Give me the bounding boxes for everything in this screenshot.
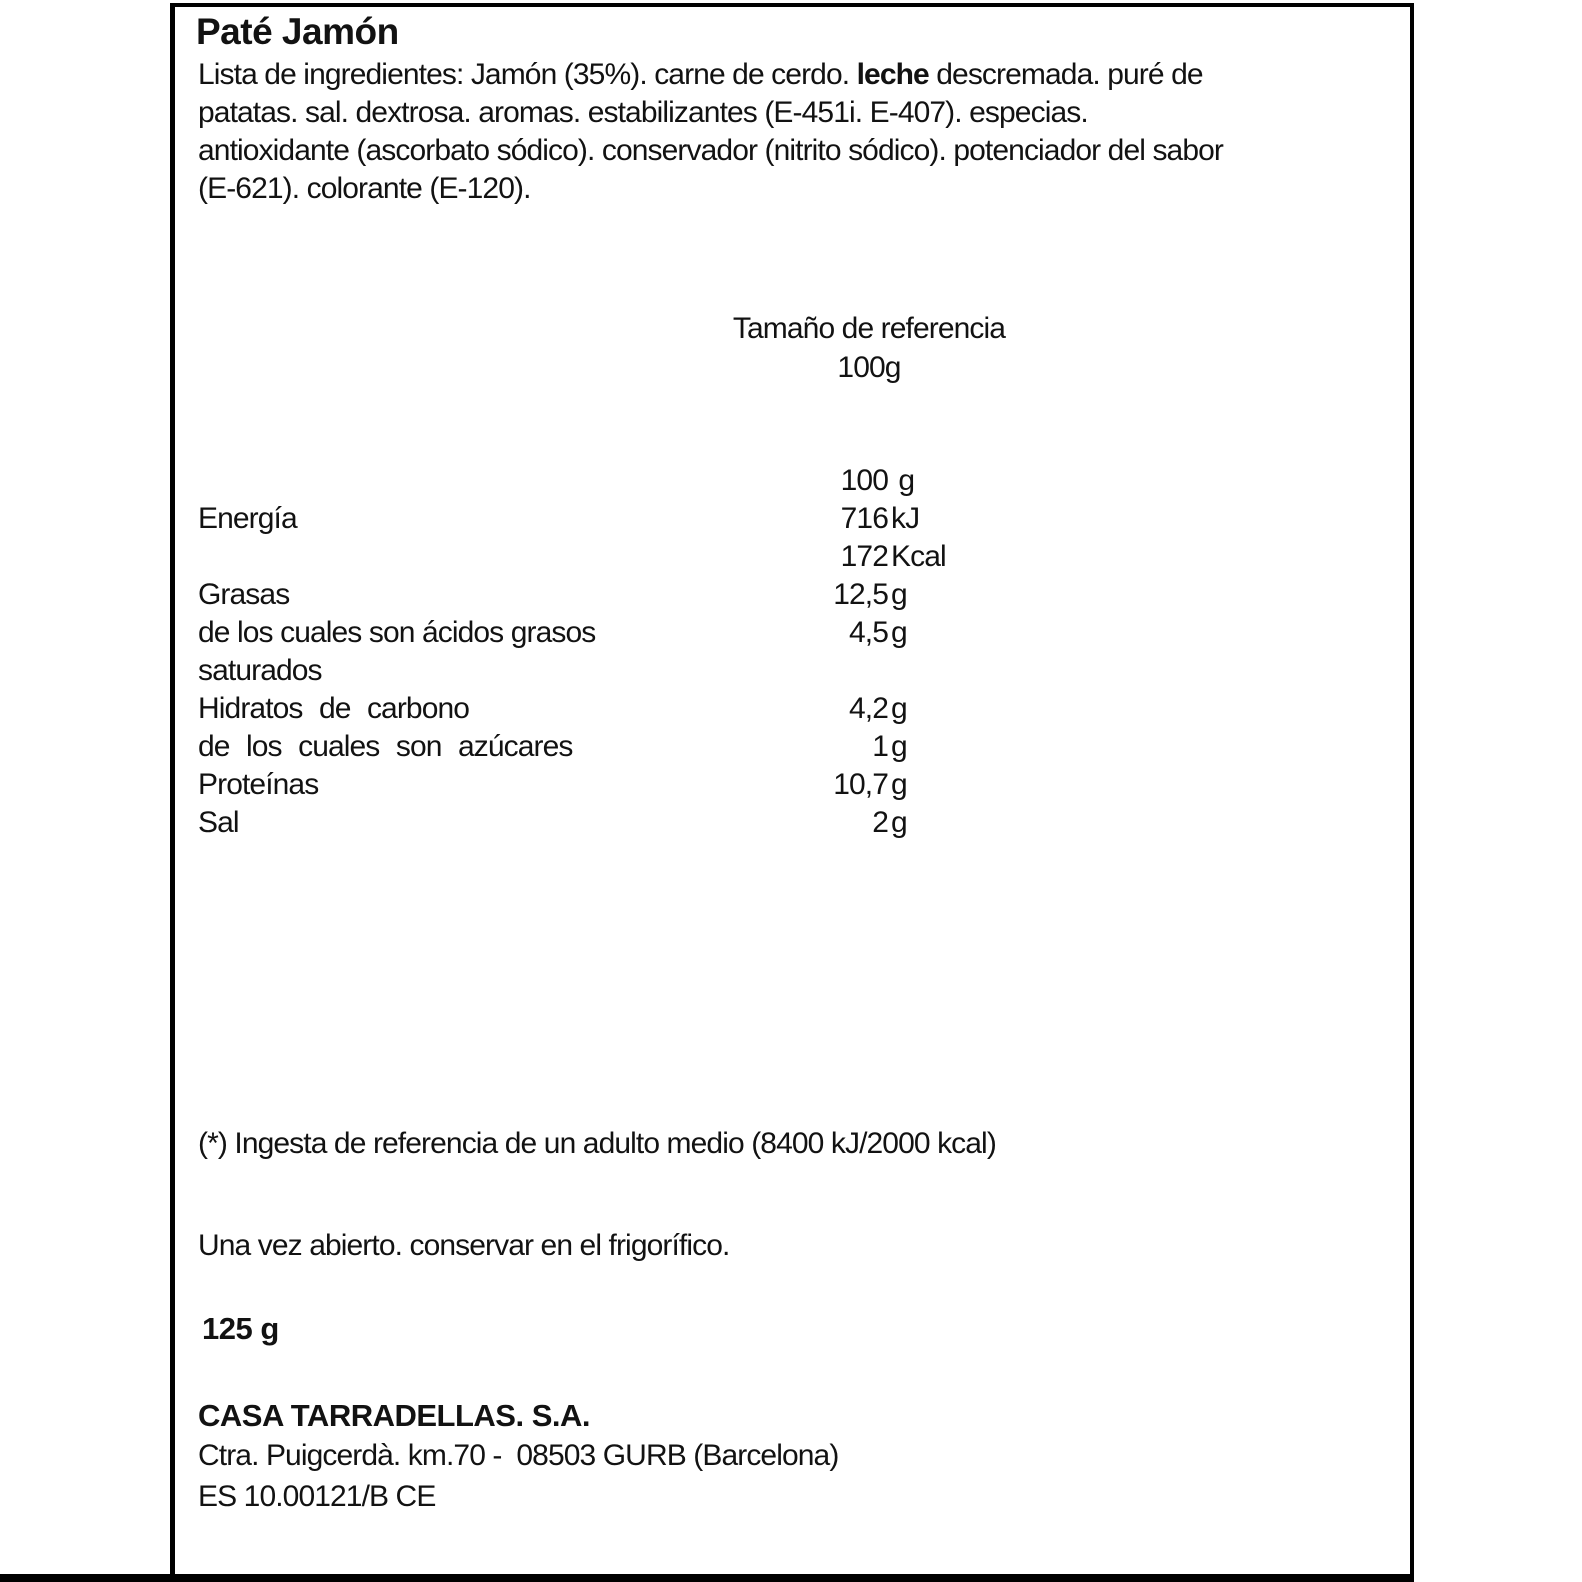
ingredients-text: descremada. puré de	[928, 58, 1203, 91]
nutrition-unit: g	[891, 616, 907, 649]
column-header-value: 100	[840, 464, 888, 497]
nutrition-unit: g	[891, 730, 907, 763]
serving-reference-title: Tamaño de referencia	[732, 312, 1006, 345]
nutrition-label: Sal	[198, 806, 239, 839]
ingredients-line-2: patatas. sal. dextrosa. aromas. estabilizantes (E-451i. E-407). especias.	[198, 96, 1088, 129]
manufacturer-registry: ES 10.00121/B CE	[198, 1480, 436, 1513]
nutrition-unit: kJ	[891, 502, 920, 535]
manufacturer-address: Ctra. Puigcerdà. km.70 - 08503 GURB (Barcelona)	[198, 1439, 839, 1472]
nutrition-row-fat	[175, 576, 1410, 614]
manufacturer-name: CASA TARRADELLAS. S.A.	[198, 1398, 590, 1433]
label-frame	[170, 3, 1414, 1582]
nutrition-unit: g	[891, 806, 907, 839]
nutrition-row-carbohydrates	[175, 690, 1410, 728]
nutrition-unit: g	[891, 768, 907, 801]
serving-reference	[569, 309, 1169, 387]
nutrition-unit: g	[891, 578, 907, 611]
nutrition-value: 1	[872, 730, 888, 763]
scan-edge-bar	[0, 1574, 1414, 1582]
nutrition-column-header-row	[175, 462, 1410, 500]
nutrition-value: 716	[840, 502, 888, 535]
nutrition-label: de los cuales son azúcares	[198, 730, 573, 763]
nutrition-value: 10,7	[833, 768, 888, 801]
reference-intake-footnote: (*) Ingesta de referencia de un adulto medio (8400 kJ/2000 kcal)	[198, 1127, 996, 1160]
nutrition-row-saturated-fat	[175, 614, 1410, 652]
ingredients-line-3: antioxidante (ascorbato sódico). conservador (nitrito sódico). potenciador del sabor	[198, 134, 1223, 167]
ingredients-paragraph	[198, 56, 1223, 208]
ingredients-line-1	[198, 56, 1223, 94]
allergen-highlight: leche	[856, 58, 929, 91]
nutrition-row-sugars	[175, 728, 1410, 766]
nutrition-unit: g	[891, 692, 907, 725]
storage-instructions: Una vez abierto. conservar en el frigorífico.	[198, 1229, 730, 1262]
nutrition-value: 2	[872, 806, 888, 839]
nutrition-row-saturated-cont	[175, 652, 1410, 690]
ingredients-line-4: (E-621). colorante (E-120).	[198, 172, 531, 205]
nutrition-label: Energía	[198, 502, 297, 535]
serving-reference-size: 100g	[837, 351, 901, 384]
net-weight: 125 g	[202, 1311, 279, 1346]
nutrition-value: 4,2	[848, 692, 888, 725]
nutrition-label: Hidratos de carbono	[198, 692, 470, 725]
nutrition-value: 12,5	[833, 578, 888, 611]
nutrition-row-salt	[175, 804, 1410, 842]
nutrition-row-protein	[175, 766, 1410, 804]
ingredients-text: Lista de ingredientes: Jamón (35%). carne de cerdo.	[198, 58, 857, 91]
column-header-unit: g	[891, 464, 915, 497]
nutrition-value: 4,5	[848, 616, 888, 649]
product-title: Paté Jamón	[196, 11, 399, 52]
nutrition-label: Grasas	[198, 578, 290, 611]
nutrition-value: 172	[840, 540, 888, 573]
nutrition-label: de los cuales son ácidos grasos	[198, 616, 596, 649]
nutrition-row-energy-kcal	[175, 538, 1410, 576]
nutrition-label: saturados	[198, 654, 322, 687]
nutrition-unit: Kcal	[891, 540, 946, 573]
nutrition-label: Proteínas	[198, 768, 319, 801]
nutrition-row-energy-kj	[175, 500, 1410, 538]
